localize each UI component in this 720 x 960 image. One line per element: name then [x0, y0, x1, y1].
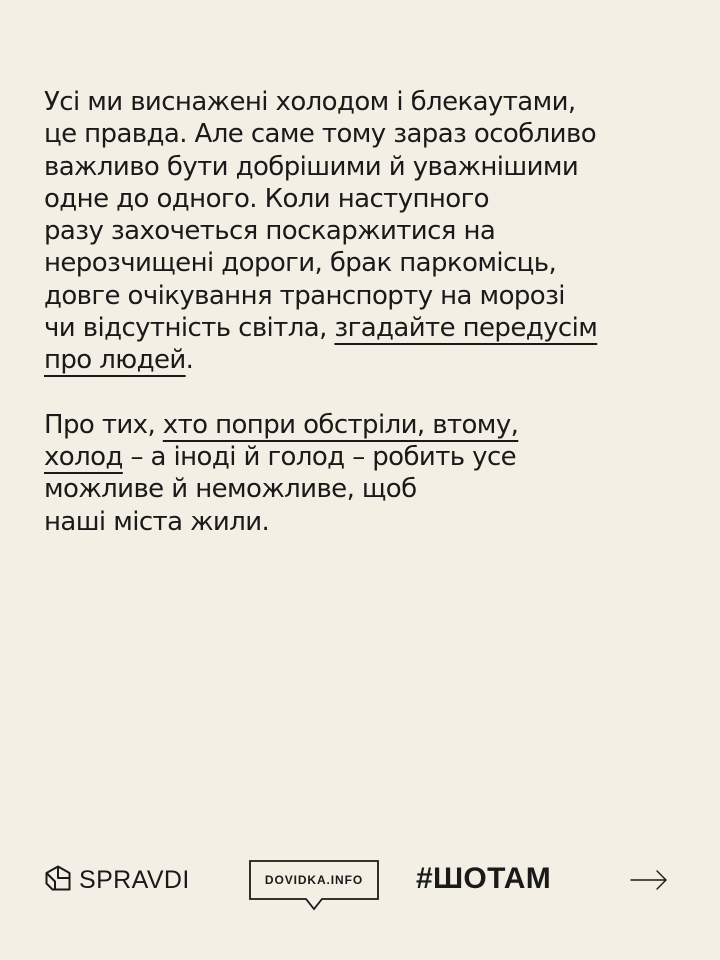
paragraph-1	[44, 86, 684, 377]
text-line: довге очікування транспорту на морозі	[44, 280, 565, 311]
underlined-emphasis: про людей	[44, 345, 186, 376]
spravdi-logo-icon	[44, 864, 72, 896]
text-line: одне до одного. Коли наступного	[44, 183, 489, 214]
text-segment: чи відсутність світла,	[44, 313, 335, 344]
text-segment: .	[185, 345, 194, 376]
text-segment: – а іноді й голод – робить усе	[122, 441, 517, 472]
paragraph-2	[44, 409, 684, 538]
next-slide-button[interactable]	[628, 866, 670, 894]
text-segment: Про тих,	[44, 409, 163, 440]
underlined-emphasis: згадайте передусім	[334, 313, 598, 344]
text-line: наші міста жили.	[44, 506, 270, 537]
footer-bar	[0, 850, 720, 920]
text-line: важливо бути добрішими й уважнішими	[44, 151, 579, 182]
dovidka-logo-text: DOVIDKA.INFO	[264, 873, 364, 887]
text-line: це правда. Але саме тому зараз особливо	[44, 119, 597, 150]
text-line: нерозчищені дороги, брак паркомісць,	[44, 248, 557, 279]
article-text	[44, 86, 684, 538]
shotam-hashtag: #ШОТАМ	[416, 862, 552, 895]
text-line	[44, 409, 684, 441]
underlined-emphasis: холод	[44, 441, 123, 472]
text-line	[44, 344, 684, 376]
dovidka-logo	[249, 860, 379, 916]
arrow-right-icon	[628, 879, 670, 898]
text-line	[44, 441, 684, 473]
spravdi-logo	[44, 866, 190, 894]
text-line: разу захочеться поскаржитися на	[44, 216, 496, 247]
spravdi-logo-text: SPRAVDI	[79, 865, 190, 894]
text-line	[44, 312, 684, 344]
underlined-emphasis: хто попри обстріли, втому,	[162, 409, 519, 440]
text-line: можливе й неможливе, щоб	[44, 474, 417, 505]
text-line: Усі ми виснажені холодом і блекаутами,	[44, 87, 576, 117]
